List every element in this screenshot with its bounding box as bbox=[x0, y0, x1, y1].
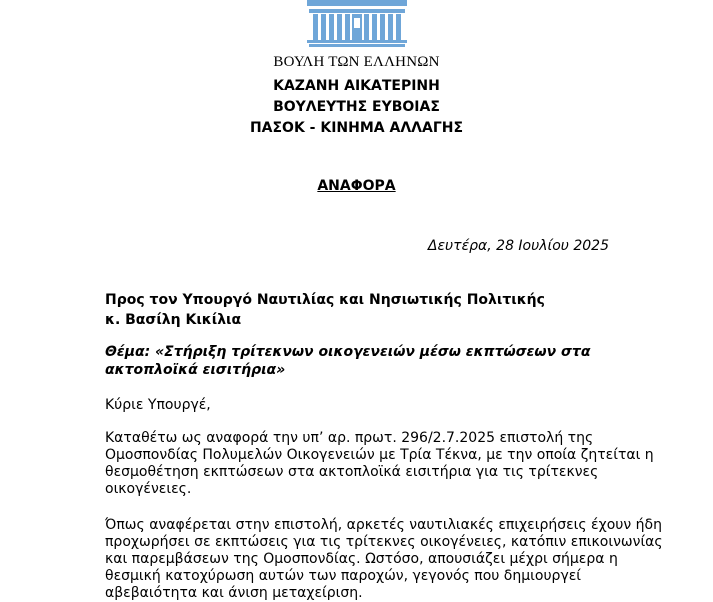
recipient-name: κ. Βασίλη Κικίλια bbox=[105, 312, 242, 328]
document-date: Δευτέρα, 28 Ιουλίου 2025 bbox=[427, 238, 609, 254]
paragraph-line: Όπως αναφέρεται στην επιστολή, αρκετές ναυτιλιακές επιχειρήσεις έχουν ήδη bbox=[105, 517, 662, 533]
paragraph-line: και παρεμβάσεων της Ομοσπονδίας. Ωστόσο, απουσιάζει μέχρι σήμερα η bbox=[105, 551, 618, 567]
party-name: ΠΑΣΟΚ - ΚΙΝΗΜΑ ΑΛΛΑΓΗΣ bbox=[249, 120, 464, 136]
paragraph-line: θεσμική κατοχύρωση αυτών των παροχών, γεγονός που δημιουργεί bbox=[105, 568, 582, 584]
paragraph-2 bbox=[105, 517, 663, 602]
paragraph-1 bbox=[105, 430, 654, 498]
paragraph-line: Ομοσπονδίας Πολυμελών Οικογενειών με Τρία Τέκνα, με την οποία ζητείται η bbox=[105, 447, 654, 463]
paragraph-line: προχωρήσει σε εκπτώσεις για τις τρίτεκνες οικογένειες, κατόπιν επικοινωνίας bbox=[105, 534, 663, 550]
document-title: ΑΝΑΦΟΡΑ bbox=[317, 178, 396, 194]
greeting: Κύριε Υπουργέ, bbox=[105, 397, 211, 413]
parliament-emblem bbox=[307, 0, 407, 48]
paragraph-line: θεσμοθέτηση εκπτώσεων στα ακτοπλοϊκά εισιτήρια για τις τρίτεκνες bbox=[105, 464, 599, 480]
recipient bbox=[105, 290, 605, 330]
parliament-name: ΒΟΥΛΗ ΤΩΝ ΕΛΛΗΝΩΝ bbox=[273, 54, 440, 70]
subject bbox=[105, 343, 605, 379]
paragraph-line: οικογένειες. bbox=[105, 481, 192, 497]
recipient-line: Προς τον Υπουργό Ναυτιλίας και Νησιωτικής Πολιτικής bbox=[105, 292, 545, 308]
parliament-building-icon bbox=[307, 0, 407, 48]
subject-line: Θέμα: «Στήριξη τρίτεκνων οικογενειών μέσω εκπτώσεων στα bbox=[105, 344, 591, 360]
paragraph-line: αβεβαιότητα και άνιση μεταχείριση. bbox=[105, 585, 363, 601]
mp-info bbox=[0, 76, 713, 139]
subject-line: ακτοπλοϊκά εισιτήρια» bbox=[105, 362, 286, 378]
mp-title: ΒΟΥΛΕΥΤΗΣ ΕΥΒΟΙΑΣ bbox=[273, 99, 440, 115]
paragraph-line: Καταθέτω ως αναφορά την υπ’ αρ. πρωτ. 296/2.7.2025 επιστολή της bbox=[105, 430, 594, 446]
mp-name: ΚΑΖΑΝΗ ΑΙΚΑΤΕΡΙΝΗ bbox=[273, 78, 440, 94]
